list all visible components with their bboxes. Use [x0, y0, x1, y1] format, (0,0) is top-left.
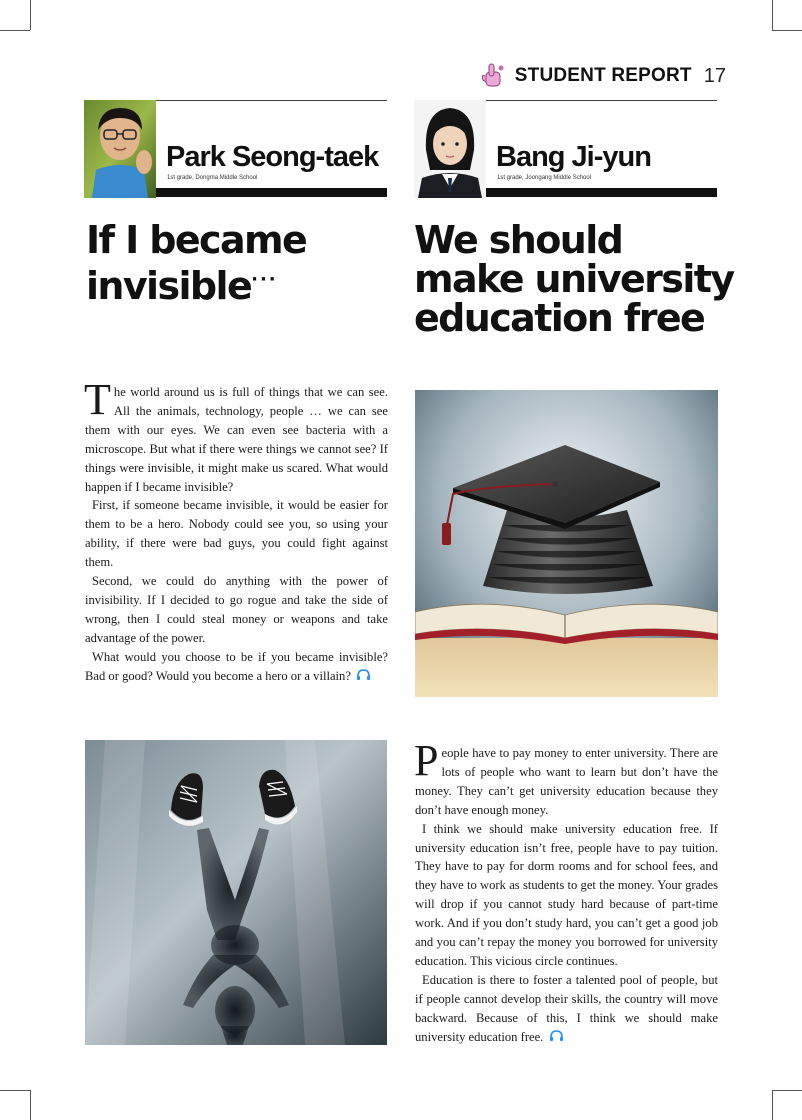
crop-mark: [772, 1090, 802, 1091]
author-photo: [84, 100, 156, 198]
paragraph-text: he world around us is full of things that we can see. All the animals, technology, people … we can see them with our eyes. We can even see bacteria with a microscope. But what if there were things we cannot see? If things were invisible, it might make us scared. What would happen if I became invisible?: [85, 385, 388, 494]
author-school: 1st grade, Dongma Middle School: [167, 175, 258, 181]
drop-cap: P: [414, 736, 439, 785]
crop-mark: [772, 30, 802, 31]
byline-rule: [156, 100, 387, 101]
article-headline: [414, 218, 734, 340]
byline-right: [414, 100, 717, 198]
paragraph: [414, 736, 718, 820]
drop-cap: T: [84, 375, 111, 424]
byline-left: [84, 100, 387, 198]
paragraph: Second, we could do anything with the power of invisibility. If I decided to go rogue and take the side of wrong, then I could steal money or weapons and take advantage of the power.: [85, 574, 388, 645]
headline-word: invisible: [86, 264, 252, 308]
paragraph: [85, 648, 388, 686]
byline-rule: [486, 100, 717, 101]
crop-mark: [30, 0, 31, 30]
author-photo: [414, 100, 486, 198]
byline-bar: [486, 188, 717, 197]
author-name: Bang Ji-yun: [496, 141, 651, 173]
author-name: Park Seong-taek: [166, 141, 379, 173]
crop-mark: [0, 1090, 30, 1091]
paragraph-text: What would you choose to be if you became invisible? Bad or good? Would you become a hero or a villain?: [85, 649, 388, 683]
headline-line: [86, 260, 306, 306]
crop-mark: [772, 1090, 773, 1120]
byline-bar: [156, 188, 387, 197]
headline-line: If I became: [86, 218, 307, 262]
headline-line: make university: [414, 257, 734, 301]
pointing-hand-icon: [481, 62, 507, 90]
headphones-icon: [356, 669, 371, 681]
page-number: 17: [703, 64, 726, 87]
article-body: [414, 736, 718, 1047]
author-school: 1st grade, Joongang Middle School: [497, 175, 592, 181]
headline-ellipsis: ···: [251, 269, 278, 290]
headline-line: education free: [414, 296, 705, 340]
crop-mark: [772, 0, 773, 30]
crop-mark: [0, 30, 30, 31]
headphones-icon: [549, 1030, 564, 1042]
headline-line: We should: [414, 218, 623, 262]
paragraph: [415, 971, 718, 1047]
crop-mark: [30, 1090, 31, 1120]
page-header: [481, 62, 726, 90]
graduation-cap-book-image: [415, 390, 718, 697]
article-headline: [86, 218, 307, 308]
paragraph-text: Education is there to foster a talented pool of people, but if people cannot develop their skills, the country will move backward. Because of this, I think we should make university education free.: [415, 972, 718, 1044]
section-label: STUDENT REPORT: [514, 65, 692, 86]
paragraph: I think we should make university education free. If university education isn’t free, people have to pay tuition. They have to pay for dorm rooms and for school fees, and they have to work as students to get the money. Your grades will drop if you cannot study hard because of part-time work. And if you don’t study hard, you can’t get a good job and you can’t repay the money you borrowed for university education. This vicious circle continues.: [415, 821, 718, 968]
invisible-man-shadow-image: [85, 740, 387, 1045]
paragraph: First, if someone became invisible, it would be easier for them to be a hero. Nobody could see you, so using your ability, if there were bad guys, you could fight against them.: [85, 498, 388, 570]
paragraph: [84, 375, 388, 496]
paragraph-text: eople have to pay money to enter university. There are lots of people who want to learn but don’t have the money. They can’t get university education because they don’t have enough money.: [415, 746, 718, 817]
article-body: [84, 375, 388, 686]
